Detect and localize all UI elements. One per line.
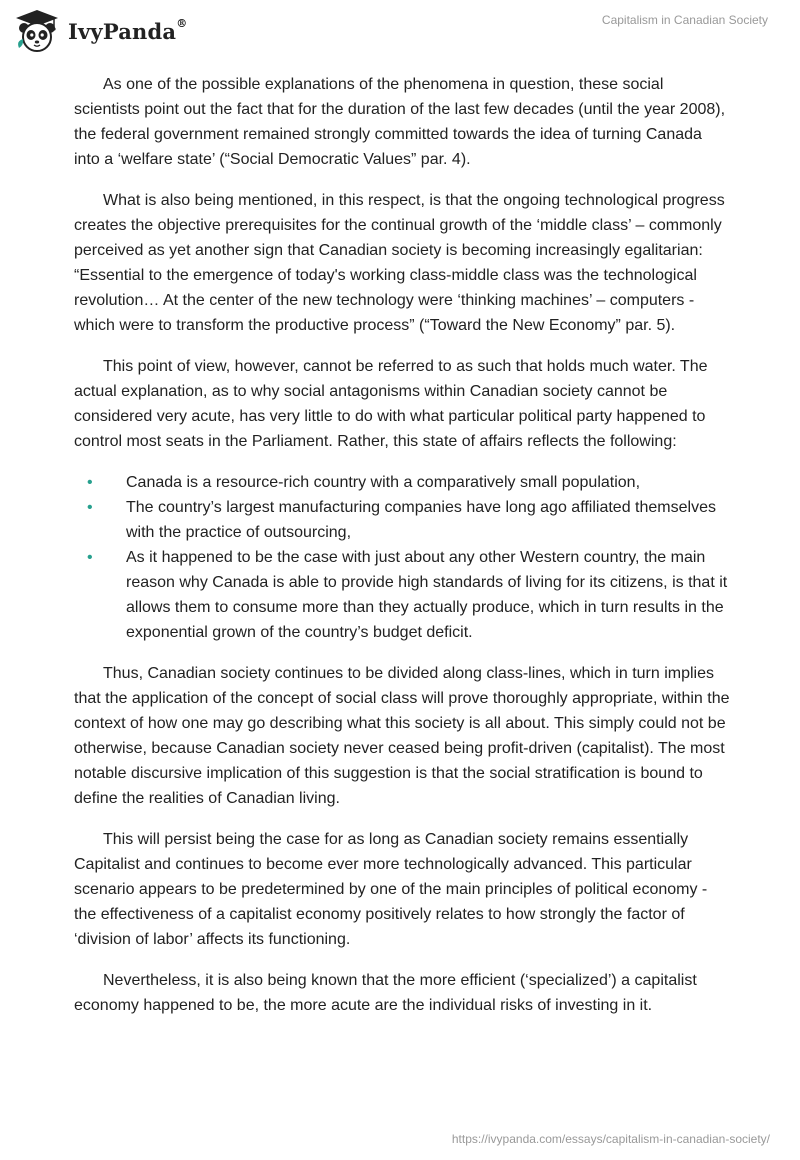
list-item-text: As it happened to be the case with just about any other Western country, the main reason why Canada is able to provide high standards of living for its citizens, is that it allows them to consume more than they actually produce, which in turn results in the exponential grown of the country’s budget deficit. bbox=[126, 549, 728, 641]
bullet-icon: • bbox=[87, 549, 93, 566]
paragraph: This will persist being the case for as long as Canadian society remains essentially Capitalist and continues to become ever more technologically advanced. This particular scenario appears to be predetermined by one of the main principles of political economy - the effectiveness of a capitalist economy positively relates to how strongly the factor of ‘division of labor’ affects its functioning. bbox=[74, 831, 708, 948]
source-url[interactable]: https://ivypanda.com/essays/capitalism-in-canadian-society/ bbox=[451, 1132, 770, 1146]
brand-name: IvyPanda® bbox=[68, 16, 188, 44]
paragraph: Thus, Canadian society continues to be divided along class-lines, which in turn implies that the application of the concept of social class will prove thoroughly appropriate, within the context of how one may go describing what this society is all about. This simply could not be otherwise, because Canadian society never ceased being profit-driven (capitalist). The most notable discursive implication of this suggestion is that the social stratification is bound to define the realities of Canadian living. bbox=[74, 665, 730, 807]
paragraph: As one of the possible explanations of the phenomena in question, these social scientists point out the fact that for the duration of the last few decades (until the year 2008), the federal government remained strongly committed towards the idea of turning Canada into a ‘welfare state’ (“Social Democratic Values” par. 4). bbox=[74, 76, 726, 168]
paragraph: What is also being mentioned, in this respect, is that the ongoing technological progress creates the objective prerequisites for the continual growth of the ‘middle class’ – commonly perceived as yet another sign that Canadian society is becoming increasingly egalitarian: “Essential to the emergence of today's working class-middle class was the technological revolution… At the center of the new technology were ‘thinking machines’ – computers - which were to transform the productive process” (“Toward the New Economy” par. 5). bbox=[74, 192, 725, 334]
paragraph: Nevertheless, it is also being known that the more efficient (‘specialized’) a capitalist economy happened to be, the more acute are the individual risks of investing in it. bbox=[74, 972, 697, 1014]
list-item-text: The country’s largest manufacturing companies have long ago affiliated themselves with the practice of outsourcing, bbox=[126, 499, 716, 541]
page-header bbox=[0, 0, 800, 60]
registered-mark: ® bbox=[176, 16, 188, 30]
panda-graduate-icon bbox=[14, 8, 60, 54]
list-item bbox=[74, 470, 730, 495]
bullet-icon: • bbox=[87, 499, 93, 516]
bullet-list bbox=[74, 470, 730, 645]
bullet-icon: • bbox=[87, 474, 93, 491]
list-item-text: Canada is a resource-rich country with a comparatively small population, bbox=[126, 474, 641, 491]
essay-body bbox=[74, 72, 730, 1034]
list-item bbox=[74, 495, 730, 545]
document-title: Capitalism in Canadian Society bbox=[601, 13, 768, 27]
list-item bbox=[74, 545, 730, 645]
paragraph: This point of view, however, cannot be referred to as such that holds much water. The actual explanation, as to why social antagonisms within Canadian society cannot be considered very acute, has very little to do with what particular political party happened to control most seats in the Parliament. Rather, this state of affairs reflects the following: bbox=[74, 358, 708, 450]
ivypanda-logo[interactable] bbox=[14, 8, 187, 54]
